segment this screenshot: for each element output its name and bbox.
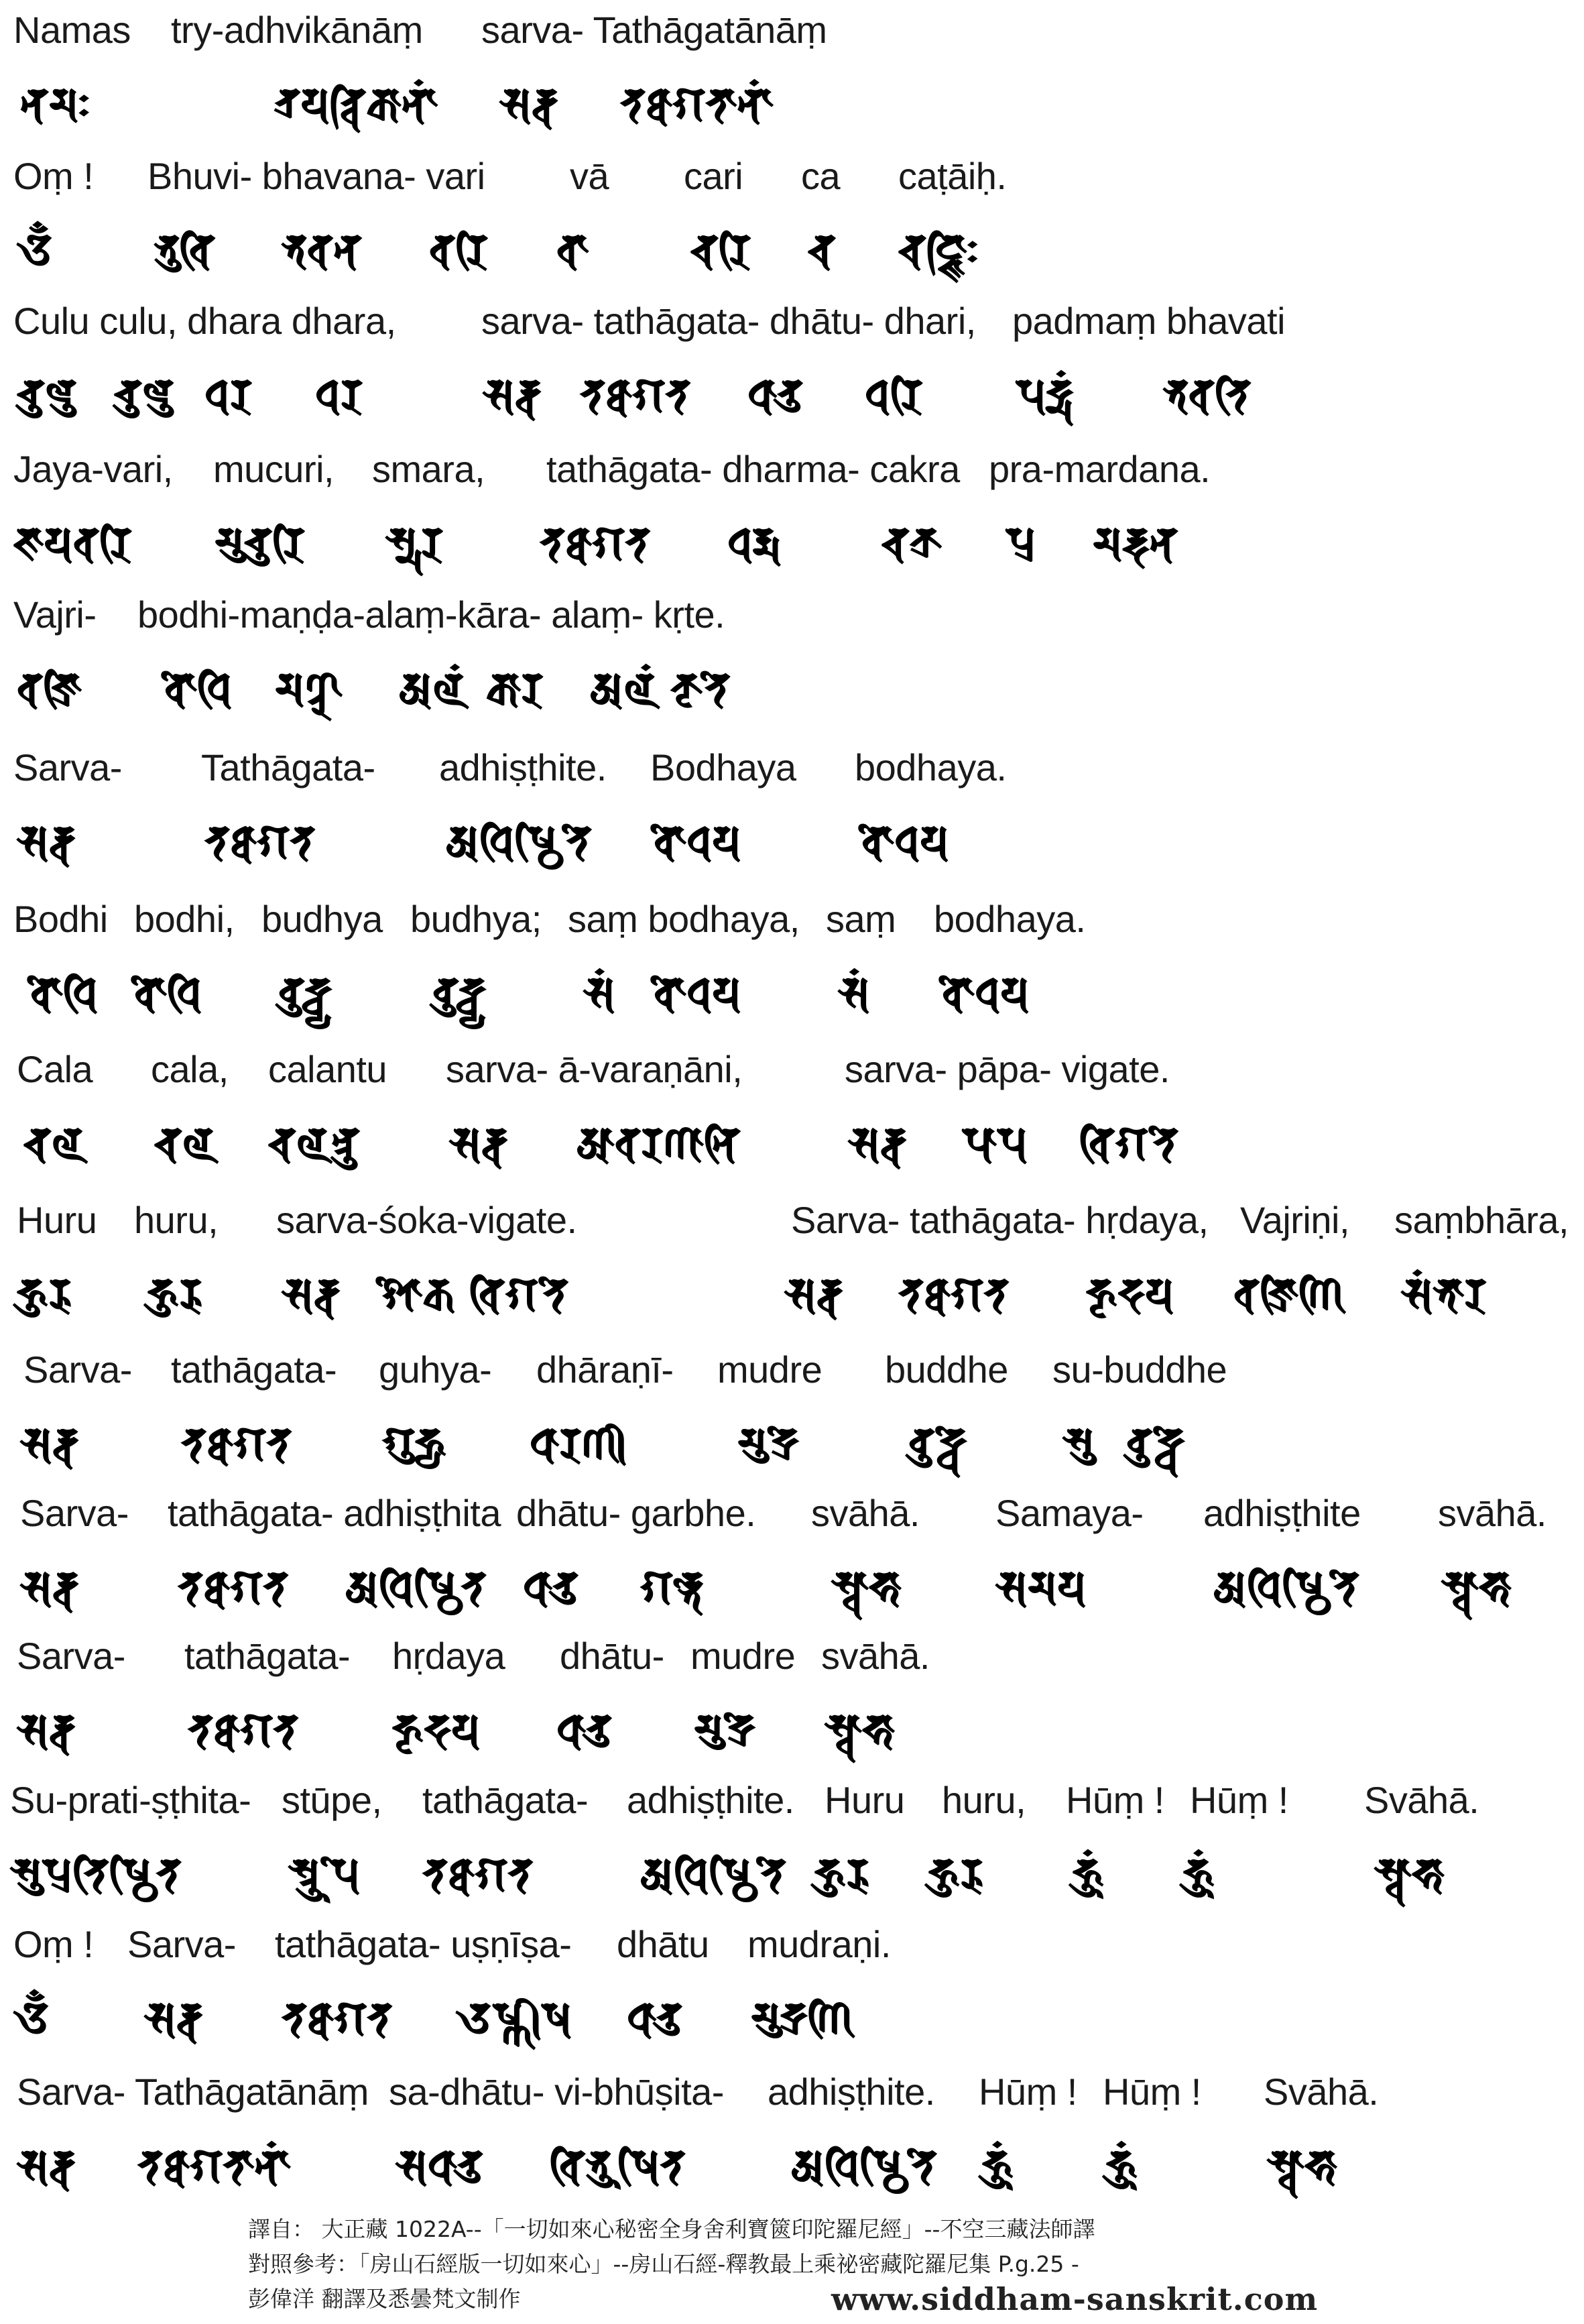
roman-word: mudre bbox=[690, 1635, 796, 1677]
roman-word: Bhuvi- bhavana- vari bbox=[147, 155, 485, 197]
siddham-word: 𑖤𑖲𑖟𑖿𑖠𑖿𑖧 bbox=[432, 967, 487, 1019]
siddham-word: 𑖢𑖟𑖿𑖦𑖽 bbox=[1016, 369, 1074, 421]
siddham-word: 𑖪𑖕𑖿𑖨𑖰 bbox=[17, 662, 82, 715]
siddham-word: 𑖤𑖺𑖠𑖰 bbox=[161, 662, 233, 715]
siddham-word: 𑖝𑖞𑖯𑖐𑖝 bbox=[540, 517, 651, 569]
siddham-word: 𑖝𑖞𑖯𑖐𑖝 bbox=[422, 1848, 534, 1900]
siddham-word: 𑖝𑖞𑖯𑖐𑖝 bbox=[580, 369, 691, 421]
siddham-word: 𑖤𑖲𑖟𑖿𑖠𑖿𑖧 bbox=[278, 967, 332, 1019]
roman-word: adhiṣṭhite. bbox=[768, 2071, 935, 2113]
siddham-word: 𑖪𑖰𑖐𑖝𑖸 bbox=[1079, 1117, 1179, 1169]
roman-word: sarva- Tathāgatānāṃ bbox=[481, 9, 827, 51]
footer-author-line bbox=[248, 2282, 1575, 2317]
siddham-word: 𑖓𑖨𑖰 bbox=[690, 224, 751, 276]
siddham-word: 𑖦𑖲𑖓𑖲𑖨𑖰 bbox=[215, 517, 306, 569]
siddham-word: 𑖤𑖺𑖠𑖧 bbox=[858, 815, 949, 868]
siddham-word: 𑖭𑖲𑖢𑖿𑖨𑖝𑖰𑖬𑖿𑖙𑖰𑖝 bbox=[10, 1848, 182, 1900]
roman-word: tathāgata- bbox=[422, 1779, 589, 1821]
roman-word: Svāhā. bbox=[1364, 1779, 1479, 1821]
siddham-word: 𑖮𑖳𑖽 bbox=[982, 2140, 1014, 2192]
roman-word: bodhi-maṇḍa-alaṃ-kāra- alaṃ- kṛte. bbox=[137, 593, 725, 636]
roman-word: caṭāiḥ. bbox=[898, 155, 1007, 197]
siddham-word: 𑖀𑖠𑖰𑖬𑖿𑖙𑖰𑖝 bbox=[345, 1561, 487, 1613]
roman-word: tathāgata- uṣṇīṣa- bbox=[275, 1923, 572, 1965]
siddham-word: 𑖭𑖿𑖪𑖯𑖮𑖯 bbox=[1441, 1561, 1512, 1613]
roman-word: Huru bbox=[17, 1199, 97, 1241]
roman-word: smara, bbox=[372, 448, 485, 490]
siddham-word: 𑖪𑖰𑖥𑖳𑖬𑖰𑖝 bbox=[550, 2140, 686, 2192]
footer-source-text: 譯自： 大正藏 1022A--「一切如來心秘密全身舍利寶篋印陀羅尼經」--不空三藏法師譯 bbox=[248, 2216, 1095, 2242]
siddham-word: 𑖌𑖼 bbox=[17, 224, 52, 276]
roman-word: huru, bbox=[134, 1199, 219, 1241]
roman-word: su-buddhe bbox=[1052, 1348, 1227, 1391]
siddham-word: 𑖁𑖪𑖨𑖜𑖯𑖡𑖰 bbox=[576, 1117, 741, 1169]
siddham-word: 𑖎𑖯𑖨 bbox=[486, 662, 544, 715]
siddham-word: 𑖠𑖨 bbox=[204, 369, 253, 421]
siddham-word: 𑖪𑖕𑖿𑖨𑖰𑖜𑖰 bbox=[1233, 1268, 1347, 1320]
siddham-word: 𑖠𑖨𑖿𑖦 bbox=[727, 517, 782, 569]
roman-word: Oṃ ! bbox=[13, 1923, 94, 1965]
roman-word: mucuri, bbox=[213, 448, 334, 490]
siddham-word: 𑖭𑖿𑖪𑖯𑖮𑖯 bbox=[825, 1704, 896, 1756]
footer-reference-text: 對照參考：「房山石經版一切如來心」--房山石經-釋教最上乘祕密藏陀羅尼集 P.g.25 - bbox=[248, 2251, 1079, 2277]
siddham-word: 𑖝𑖞𑖯𑖐𑖝 bbox=[898, 1268, 1010, 1320]
siddham-word: 𑖓𑖘𑖿𑖕𑖰𑖾 bbox=[898, 224, 978, 276]
roman-word: dhātu- garbhe. bbox=[516, 1492, 756, 1534]
siddham-word: 𑖝𑖿𑖨𑖧𑖝𑖿𑖪𑖰𑖎𑖯𑖡𑖯𑖽 bbox=[275, 78, 438, 130]
roman-word: Hūṃ ! bbox=[1103, 2071, 1201, 2113]
siddham-word: 𑖭𑖽 bbox=[583, 967, 615, 1019]
siddham-word: 𑖭𑖨𑖿𑖪 bbox=[17, 2140, 76, 2192]
siddham-word: 𑖝𑖞𑖯𑖐𑖝 bbox=[282, 1992, 393, 2044]
siddham-word: 𑖥𑖪𑖝𑖰 bbox=[1163, 369, 1252, 421]
siddham-word: 𑖝𑖞𑖯𑖐𑖝𑖯𑖡𑖯𑖽 bbox=[620, 78, 774, 130]
roman-word: tathāgata- bbox=[171, 1348, 337, 1391]
siddham-word: 𑖓𑖩 bbox=[154, 1117, 218, 1169]
siddham-word: 𑖓𑖩𑖡𑖿𑖝𑖲 bbox=[268, 1117, 361, 1169]
siddham-word: 𑖮𑖳𑖽 bbox=[1183, 1848, 1215, 1900]
roman-word: cari bbox=[684, 155, 743, 197]
siddham-word: 𑖭𑖲 bbox=[1062, 1417, 1095, 1470]
roman-word: Hūṃ ! bbox=[1190, 1779, 1288, 1821]
siddham-word: 𑖭𑖨𑖿𑖪 bbox=[483, 369, 542, 421]
roman-word: hṛdaya bbox=[392, 1635, 505, 1677]
siddham-word: 𑖢𑖿𑖨 bbox=[1006, 517, 1036, 569]
roman-word: Sarva- bbox=[17, 1635, 125, 1677]
roman-word: dhātu bbox=[617, 1923, 709, 1965]
siddham-word: 𑖪𑖰𑖐𑖝𑖸 bbox=[469, 1268, 569, 1320]
siddham-word: 𑖮𑖲𑖨𑖲 bbox=[814, 1848, 870, 1900]
roman-word: Namas bbox=[13, 9, 131, 51]
roman-word: Vajriṇi, bbox=[1240, 1199, 1350, 1241]
siddham-word: 𑖓𑖩 bbox=[23, 1117, 87, 1169]
siddham-word: 𑖭𑖿𑖪𑖯𑖮𑖯 bbox=[1267, 2140, 1338, 2192]
roman-word: Bodhi bbox=[13, 898, 108, 940]
roman-word: sarva- tathāgata- dhātu- dhari, bbox=[481, 300, 976, 342]
siddham-word: 𑖮𑖲𑖨𑖲 bbox=[17, 1268, 72, 1320]
roman-word: Sarva- bbox=[127, 1923, 236, 1965]
siddham-word: 𑖭𑖿𑖪𑖯𑖮𑖯 bbox=[1374, 1848, 1445, 1900]
roman-word: Su-prati-ṣṭhita- bbox=[10, 1779, 251, 1821]
siddham-word: 𑖤𑖺𑖠𑖧 bbox=[938, 967, 1030, 1019]
siddham-word: 𑖮𑖳𑖽 bbox=[1073, 1848, 1105, 1900]
siddham-word: 𑖭𑖨𑖿𑖪 bbox=[784, 1268, 843, 1320]
siddham-word: 𑖀𑖠𑖰𑖬𑖿𑖙𑖰𑖝𑖸 bbox=[1213, 1561, 1359, 1613]
roman-word: Sarva- tathāgata- hṛdaya, bbox=[791, 1199, 1209, 1241]
roman-word: svāhā. bbox=[1438, 1492, 1546, 1534]
siddham-word: 𑖪𑖯 bbox=[556, 224, 589, 276]
roman-word: Hūṃ ! bbox=[1066, 1779, 1164, 1821]
roman-word: try-adhvikānāṃ bbox=[171, 9, 423, 51]
roman-word: padmaṃ bhavati bbox=[1012, 300, 1286, 342]
siddham-word: 𑖝𑖞𑖯𑖐𑖝 bbox=[204, 815, 316, 868]
siddham-word: 𑖠𑖨 bbox=[315, 369, 363, 421]
siddham-word: 𑖭𑖿𑖝𑖳𑖢𑖸 bbox=[288, 1848, 361, 1900]
roman-word: Cala bbox=[17, 1048, 93, 1090]
siddham-word: 𑖐𑖨𑖿𑖥𑖸 bbox=[640, 1561, 704, 1613]
roman-word: cala, bbox=[151, 1048, 229, 1090]
siddham-word: 𑖥𑖲𑖪𑖰 bbox=[154, 224, 216, 276]
siddham-word: 𑖌𑖼 bbox=[13, 1992, 49, 2044]
siddham-word: 𑖤𑖺𑖠𑖧 bbox=[650, 967, 741, 1019]
roman-word: saṃ bodhaya, bbox=[568, 898, 800, 940]
siddham-word: 𑖠𑖯𑖝𑖲 bbox=[747, 369, 803, 421]
roman-word: calantu bbox=[268, 1048, 387, 1090]
siddham-word: 𑖮𑖲𑖨𑖲 bbox=[928, 1848, 984, 1900]
siddham-word: 𑖐𑖲𑖮𑖿𑖧 bbox=[382, 1417, 447, 1470]
footer-reference-line bbox=[248, 2248, 1575, 2282]
roman-word: bodhi, bbox=[134, 898, 235, 940]
siddham-word: 𑖀𑖩𑖽 bbox=[399, 662, 468, 715]
roman-word: Sarva- bbox=[13, 746, 122, 789]
siddham-word: 𑖮𑖴𑖟𑖧 bbox=[1086, 1268, 1174, 1320]
roman-word: guhya- bbox=[379, 1348, 492, 1391]
roman-word: sarva- pāpa- vigate. bbox=[845, 1048, 1170, 1090]
siddham-word: 𑖥𑖪𑖡 bbox=[282, 224, 363, 276]
siddham-word: 𑖭𑖨𑖿𑖪 bbox=[282, 1268, 341, 1320]
roman-word: stūpe, bbox=[282, 1779, 382, 1821]
roman-word: Culu culu, dhara dhara, bbox=[13, 300, 396, 342]
siddham-word: 𑖦𑖜𑖿𑖚 bbox=[275, 662, 343, 715]
siddham-word: 𑖓 bbox=[808, 224, 836, 276]
siddham-word: 𑖭𑖿𑖪𑖯𑖮𑖯 bbox=[831, 1561, 902, 1613]
siddham-word: 𑖭𑖿𑖦𑖨 bbox=[385, 517, 444, 569]
roman-word: Samaya- bbox=[995, 1492, 1144, 1534]
roman-word: Oṃ ! bbox=[13, 155, 94, 197]
roman-word: budhya; bbox=[410, 898, 542, 940]
roman-word: adhiṣṭhite bbox=[1203, 1492, 1361, 1534]
siddham-word: 𑖀𑖠𑖰𑖬𑖿𑖙𑖰𑖝𑖸 bbox=[791, 2140, 937, 2192]
roman-word: dhātu- bbox=[560, 1635, 664, 1677]
roman-word: Jaya-vari, bbox=[13, 448, 173, 490]
roman-word: mudraṇi. bbox=[747, 1923, 891, 1965]
siddham-word: 𑖠𑖨𑖰 bbox=[865, 369, 923, 421]
siddham-word: 𑖢𑖯𑖢 bbox=[962, 1117, 1028, 1169]
siddham-word: 𑖭𑖦𑖧 bbox=[995, 1561, 1087, 1613]
roman-word: Svāhā. bbox=[1264, 2071, 1379, 2113]
siddham-word: 𑖭𑖨𑖿𑖪 bbox=[17, 1704, 76, 1756]
siddham-word: 𑖭𑖨𑖿𑖪 bbox=[499, 78, 558, 130]
roman-word: vā bbox=[570, 155, 609, 197]
roman-word: Huru bbox=[825, 1779, 905, 1821]
roman-word: budhya bbox=[261, 898, 383, 940]
siddham-word: 𑖮𑖲𑖨𑖲 bbox=[147, 1268, 203, 1320]
siddham-word: 𑖭𑖨𑖿𑖪 bbox=[20, 1417, 79, 1470]
roman-word: Bodhaya bbox=[650, 746, 796, 789]
siddham-word: 𑖠𑖯𑖝𑖲 bbox=[627, 1992, 682, 2044]
siddham-word: 𑖠𑖯𑖝𑖲 bbox=[556, 1704, 612, 1756]
siddham-word: 𑖭𑖠𑖯𑖝𑖲 bbox=[395, 2140, 483, 2192]
siddham-word: 𑖭𑖽 bbox=[838, 967, 870, 1019]
siddham-word: 𑖦𑖲𑖟𑖿𑖨𑖸 bbox=[737, 1417, 800, 1470]
roman-word: adhiṣṭhite. bbox=[439, 746, 607, 789]
roman-word: sarva-śoka-vigate. bbox=[276, 1199, 577, 1241]
siddham-word: 𑖮𑖳𑖽 bbox=[1106, 2140, 1138, 2192]
roman-word: dhāraṇī- bbox=[536, 1348, 674, 1391]
roman-word: saṃbhāra, bbox=[1394, 1199, 1569, 1241]
roman-word: sa-dhātu- vi-bhūṣita- bbox=[389, 2071, 724, 2113]
roman-word: sarva- ā-varaṇāni, bbox=[446, 1048, 743, 1090]
roman-word: ca bbox=[801, 155, 841, 197]
footer-author-text: 彭偉洋 翻譯及悉曇梵文制作 bbox=[248, 2286, 521, 2312]
siddham-word: 𑖝𑖞𑖯𑖐𑖝𑖯𑖡𑖯𑖽 bbox=[137, 2140, 291, 2192]
roman-word: Sarva- Tathāgatānāṃ bbox=[17, 2071, 369, 2113]
roman-word: tathāgata- bbox=[184, 1635, 351, 1677]
roman-word: pra-mardana. bbox=[989, 448, 1211, 490]
siddham-word: 𑖭𑖨𑖿𑖪 bbox=[17, 815, 76, 868]
siddham-word: 𑖫𑖺𑖎 bbox=[375, 1268, 456, 1320]
roman-word: Sarva- bbox=[20, 1492, 129, 1534]
siddham-word: 𑖄𑖬𑖿𑖜𑖱𑖬 bbox=[456, 1992, 572, 2044]
siddham-word: 𑖓𑖲𑖩𑖲 bbox=[114, 369, 174, 421]
footer-source-line bbox=[248, 2213, 1575, 2248]
siddham-word: 𑖀𑖩𑖽 bbox=[590, 662, 659, 715]
siddham-word: 𑖤𑖲𑖟𑖿𑖠𑖸 bbox=[908, 1417, 967, 1470]
roman-word: saṃ bbox=[826, 898, 896, 940]
siddham-word: 𑖝𑖞𑖯𑖐𑖝 bbox=[178, 1561, 289, 1613]
roman-word: tathāgata- adhiṣṭhita bbox=[168, 1492, 501, 1534]
roman-word: huru, bbox=[942, 1779, 1026, 1821]
siddham-word: 𑖝𑖞𑖯𑖐𑖝 bbox=[181, 1417, 292, 1470]
roman-word: mudre bbox=[717, 1348, 823, 1391]
roman-word: adhiṣṭhite. bbox=[627, 1779, 794, 1821]
roman-word: Sarva- bbox=[23, 1348, 132, 1391]
siddham-word: 𑖦𑖲𑖟𑖿𑖨𑖜𑖰 bbox=[751, 1992, 855, 2044]
siddham-word: 𑖤𑖺𑖠𑖰 bbox=[27, 967, 99, 1019]
roman-word: Vajri- bbox=[13, 593, 97, 636]
siddham-word: 𑖤𑖺𑖠𑖰 bbox=[131, 967, 202, 1019]
roman-word: bodhaya. bbox=[855, 746, 1007, 789]
siddham-word: 𑖭𑖨𑖿𑖪 bbox=[449, 1117, 508, 1169]
siddham-word: 𑖕𑖧𑖪𑖨𑖰 bbox=[13, 517, 132, 569]
siddham-word: 𑖭𑖽𑖥𑖯𑖨 bbox=[1401, 1268, 1487, 1320]
siddham-word: 𑖓𑖲𑖩𑖲 bbox=[17, 369, 77, 421]
roman-word: buddhe bbox=[885, 1348, 1008, 1391]
siddham-word: 𑖎𑖴𑖝𑖸 bbox=[670, 662, 731, 715]
roman-word: svāhā. bbox=[811, 1492, 920, 1534]
roman-word: tathāgata- dharma- cakra bbox=[546, 448, 960, 490]
siddham-word: 𑖝𑖞𑖯𑖐𑖝 bbox=[188, 1704, 299, 1756]
siddham-word: 𑖪𑖨𑖰 bbox=[429, 224, 489, 276]
siddham-word: 𑖦𑖲𑖟𑖿𑖨𑖸 bbox=[694, 1704, 756, 1756]
siddham-word: 𑖭𑖨𑖿𑖪 bbox=[20, 1561, 79, 1613]
roman-word: svāhā. bbox=[821, 1635, 930, 1677]
siddham-word: 𑖮𑖴𑖟𑖧 bbox=[392, 1704, 481, 1756]
siddham-word: 𑖠𑖯𑖨𑖜𑖱 bbox=[530, 1417, 627, 1470]
siddham-word: 𑖡𑖦𑖾 bbox=[20, 78, 90, 130]
siddham-word: 𑖀𑖠𑖰𑖬𑖿𑖙𑖰𑖝𑖸 bbox=[640, 1848, 786, 1900]
website-link[interactable]: www.siddham-sanskrit.com bbox=[831, 2281, 1319, 2317]
roman-word: bodhaya. bbox=[934, 898, 1086, 940]
siddham-word: 𑖭𑖨𑖿𑖪 bbox=[144, 1992, 203, 2044]
siddham-word: 𑖤𑖺𑖠𑖧 bbox=[650, 815, 741, 868]
siddham-word: 𑖓𑖎𑖿𑖨 bbox=[881, 517, 942, 569]
siddham-word: 𑖭𑖨𑖿𑖪 bbox=[848, 1117, 907, 1169]
roman-word: Hūṃ ! bbox=[979, 2071, 1077, 2113]
siddham-word: 𑖀𑖠𑖰𑖬𑖿𑖙𑖰𑖝𑖸 bbox=[446, 815, 592, 868]
siddham-word: 𑖦𑖨𑖿𑖟𑖡 bbox=[1093, 517, 1178, 569]
roman-word: Tathāgata- bbox=[201, 746, 375, 789]
siddham-word: 𑖠𑖯𑖝𑖲 bbox=[523, 1561, 578, 1613]
source-credits-footer bbox=[248, 2213, 1575, 2317]
siddham-word: 𑖤𑖲𑖟𑖿𑖠𑖸 bbox=[1126, 1417, 1185, 1470]
